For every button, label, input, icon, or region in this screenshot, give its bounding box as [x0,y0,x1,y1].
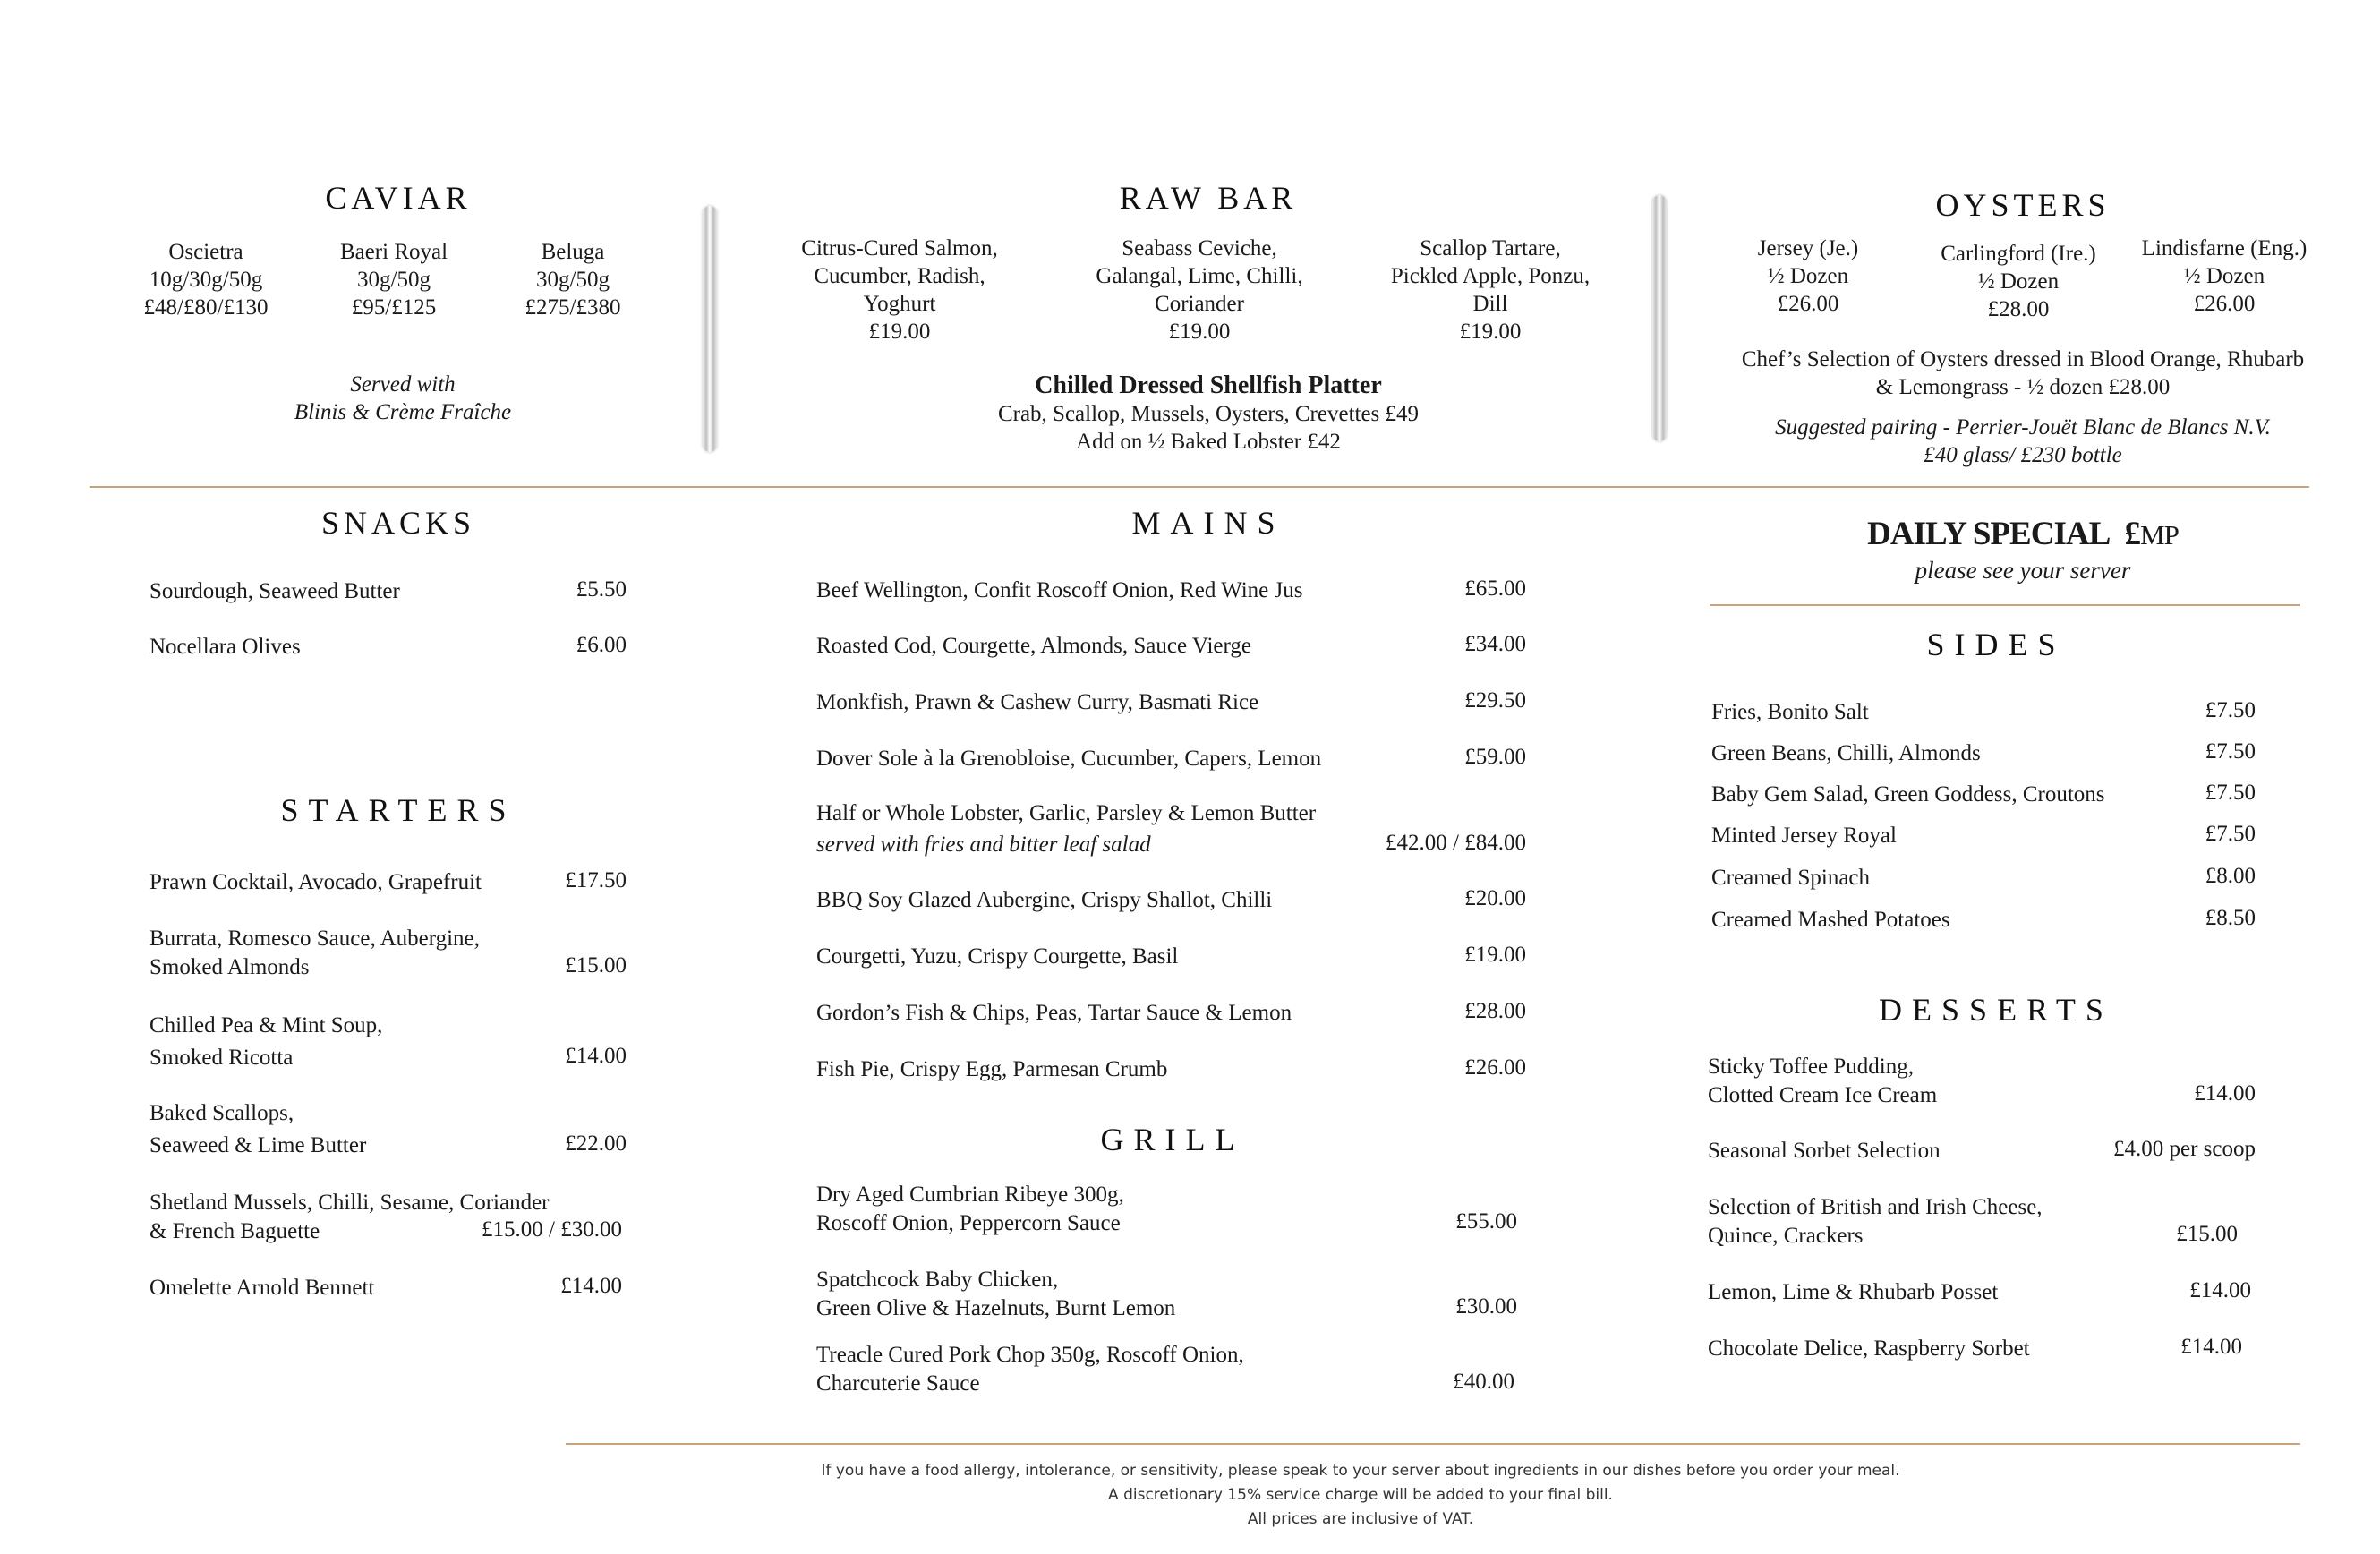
item-name: Minted Jersey Royal [1711,824,1897,848]
caviar-heading: CAVIAR [325,180,472,216]
raw-bar-line: Galangal, Lime, Chilli, [1096,264,1303,288]
item-name [1708,1278,1998,1307]
item-line: Selection of British and Irish Cheese, [1708,1195,2043,1219]
item-price: £29.50 [1464,688,1526,713]
mains-heading: MAINS [1131,505,1285,541]
item-name [816,1266,1175,1323]
caviar-size: 10g/30g/50g [149,268,263,292]
item-name: Creamed Spinach [1711,866,1871,890]
daily-special-divider [1710,604,2300,606]
raw-bar-line: Pickled Apple, Ponzu, [1390,264,1591,288]
item-name: Beef Wellington, Confit Roscoff Onion, Red Wine Jus [816,578,1303,602]
item-price: £55.00 [1455,1209,1517,1234]
oyster-price: £26.00 [2193,292,2256,316]
pairing-line: Suggested pairing - Perrier-Jouët Blanc de Blancs N.V. [1775,415,2271,440]
raw-bar-price: £19.00 [1459,320,1522,344]
item-price: £22.00 [565,1131,627,1156]
item-name [149,1010,382,1074]
item-line: Prawn Cocktail, Avocado, Grapefruit [149,870,482,894]
raw-bar-line: Scallop Tartare, [1420,236,1561,260]
item-line: Spatchcock Baby Chicken, [816,1268,1059,1292]
item-price: £14.00 [2189,1278,2251,1302]
sides-heading: SIDES [1926,627,2066,662]
raw-bar-line: Seabass Ceviche, [1122,236,1277,260]
item-name [149,925,480,982]
caviar-price: £48/£80/£130 [143,295,269,320]
item-name: Courgetti, Yuzu, Crispy Courgette, Basil [816,944,1179,969]
item-line: Lemon, Lime & Rhubarb Posset [1708,1280,1999,1304]
caviar-price: £95/£125 [351,295,437,320]
oyster-item [1915,240,2121,323]
shellfish-platter [895,371,1522,456]
item-price: £4.00 per scoop [2113,1137,2256,1161]
allergy-notice: If you have a food allergy, intolerance, or sensitivity, please speak to your server about ingredients in our dishes before you order your meal. [821,1462,1900,1480]
caviar-price: £275/£380 [525,295,621,320]
raw-bar-heading: RAW BAR [1119,180,1298,216]
item-line: Chocolate Delice, Raspberry Sorbet [1708,1336,2030,1361]
item-price: £30.00 [1455,1294,1517,1319]
raw-bar-line: Coriander [1155,292,1244,316]
item-name: Roasted Cod, Courgette, Almonds, Sauce Vierge [816,634,1251,658]
oyster-qty: ½ Dozen [1767,264,1849,288]
oyster-name: Jersey (Je.) [1757,236,1859,260]
item-name: Green Beans, Chilli, Almonds [1711,741,1981,765]
daily-special [1701,514,2345,585]
footer-divider [566,1443,2300,1445]
item-price: £20.00 [1464,886,1526,910]
item-price: £7.50 [2205,781,2256,805]
item-name [149,1097,366,1162]
item-name: Fish Pie, Crispy Egg, Parmesan Crumb [816,1057,1168,1081]
desserts-heading: DESSERTS [1879,992,2113,1028]
item-name: Creamed Mashed Potatoes [1711,908,1950,932]
item-name [1708,1137,1941,1166]
item-line: Chilled Pea & Mint Soup, [149,1013,383,1037]
item-name [1708,1053,1937,1110]
item-name [149,1274,374,1302]
caviar-name: Oscietra [168,240,243,264]
vat-notice: All prices are inclusive of VAT. [1247,1510,1474,1528]
item-price: £7.50 [2205,739,2256,764]
item-line: Roscoff Onion, Peppercorn Sauce [816,1211,1121,1235]
item-name [149,868,482,897]
item-name [816,798,1316,860]
oyster-item [1719,235,1898,318]
item-line: Shetland Mussels, Chilli, Sesame, Coriander [149,1191,550,1215]
oyster-qty: ½ Dozen [1977,269,2060,294]
caviar-served-note [224,371,582,426]
served-line: Blinis & Crème Fraîche [294,400,512,424]
item-name: Nocellara Olives [149,635,301,659]
raw-bar-line: Cucumber, Radish, [814,264,985,288]
item-line: Smoked Almonds [149,955,310,979]
oysters-heading: OYSTERS [1935,187,2111,223]
item-name [816,1181,1124,1238]
item-line: Clotted Cream Ice Cream [1708,1083,1938,1107]
item-line: served with fries and bitter leaf salad [816,832,1151,857]
raw-bar-item [1361,235,1620,346]
item-name [1708,1193,2043,1251]
raw-bar-line: Citrus-Cured Salmon, [801,236,998,260]
item-name: Baby Gem Salad, Green Goddess, Croutons [1711,782,2105,807]
pairing-line: £40 glass/ £230 bottle [1924,443,2122,467]
starters-heading: STARTERS [280,792,516,828]
item-price: £14.00 [565,1044,627,1068]
oyster-qty: ½ Dozen [2183,264,2265,288]
raw-bar-price: £19.00 [868,320,931,344]
item-price: £14.00 [2180,1335,2242,1359]
daily-special-title [1701,514,2345,556]
chef-line: & Lemongrass - ½ dozen £28.00 [1875,375,2171,399]
oyster-pairing [1683,414,2363,469]
item-name [1708,1335,2030,1363]
caviar-size: 30g/50g [357,268,431,292]
item-name: Gordon’s Fish & Chips, Peas, Tartar Sauce & Lemon [816,1001,1292,1025]
item-line: Sticky Toffee Pudding, [1708,1054,1914,1079]
item-price: £42.00 / £84.00 [1386,831,1526,855]
raw-bar-item [1070,235,1329,346]
served-line: Served with [350,372,456,397]
item-price: £17.50 [565,868,627,892]
item-price: £15.00 [565,953,627,978]
item-line: Burrata, Romesco Sauce, Aubergine, [149,926,480,951]
item-name [816,1341,1244,1398]
grill-heading: GRILL [1100,1122,1245,1157]
caviar-size: 30g/50g [536,268,610,292]
caviar-item [107,238,304,321]
item-line: Quince, Crackers [1708,1224,1864,1248]
divider-pillar [1652,195,1667,441]
item-line: Half or Whole Lobster, Garlic, Parsley & Lemon Butter [816,801,1317,825]
item-name: Dover Sole à la Grenobloise, Cucumber, Capers, Lemon [816,747,1322,771]
item-line: & French Baguette [149,1219,320,1243]
item-price: £7.50 [2205,698,2256,722]
item-line: Seasonal Sorbet Selection [1708,1139,1941,1163]
item-line: Baked Scallops, [149,1101,294,1125]
item-price: £28.00 [1464,999,1526,1023]
caviar-item [483,238,662,321]
item-line: Treacle Cured Pork Chop 350g, Roscoff Onion, [816,1343,1244,1367]
item-price: £8.50 [2205,906,2256,930]
daily-special-mp: MP [2140,519,2179,551]
oyster-item [2117,235,2332,318]
item-name: Fries, Bonito Salt [1711,700,1869,724]
oyster-name: Lindisfarne (Eng.) [2141,236,2307,260]
chef-line: Chef’s Selection of Oysters dressed in Blood Orange, Rhubarb [1741,347,2305,371]
oyster-price: £26.00 [1777,292,1839,316]
item-price: £40.00 [1453,1370,1514,1394]
raw-bar-item [770,235,1029,346]
item-price: £6.00 [576,633,627,657]
service-charge-notice: A discretionary 15% service charge will be added to your final bill. [1108,1486,1613,1504]
item-name: Sourdough, Seaweed Butter [149,579,400,603]
section-divider [90,486,2309,488]
snacks-heading: SNACKS [320,505,476,541]
item-price: £65.00 [1464,576,1526,601]
platter-addon: Add on ½ Baked Lobster £42 [1076,430,1341,454]
item-price: £14.00 [560,1274,622,1298]
item-line: Green Olive & Hazelnuts, Burnt Lemon [816,1296,1176,1320]
raw-bar-line: Dill [1472,292,1508,316]
item-name: Monkfish, Prawn & Cashew Curry, Basmati Rice [816,690,1259,714]
oyster-name: Carlingford (Ire.) [1941,242,2096,266]
caviar-name: Beluga [541,240,605,264]
daily-special-note: please see your server [1915,557,2131,584]
item-price: £15.00 / £30.00 [482,1217,622,1242]
daily-special-label: DAILY SPECIAL [1867,516,2111,552]
item-line: Smoked Ricotta [149,1046,294,1070]
platter-description: Crab, Scallop, Mussels, Oysters, Crevettes £49 [997,402,1420,426]
item-name: BBQ Soy Glazed Aubergine, Crispy Shallot, Chilli [816,888,1273,912]
chef-oyster-selection [1683,346,2363,401]
item-price: £19.00 [1464,943,1526,967]
daily-special-currency: £ [2124,516,2141,552]
item-price: £14.00 [2194,1081,2256,1106]
footer-notice [573,1459,2148,1532]
oyster-price: £28.00 [1987,297,2050,321]
item-line: Seaweed & Lime Butter [149,1133,367,1157]
item-line: Dry Aged Cumbrian Ribeye 300g, [816,1183,1124,1207]
item-price: £15.00 [2176,1222,2238,1246]
item-line: Charcuterie Sauce [816,1371,980,1396]
caviar-item [304,238,483,321]
raw-bar-price: £19.00 [1168,320,1231,344]
caviar-name: Baeri Royal [339,240,448,264]
item-price: £26.00 [1464,1055,1526,1080]
item-price: £5.50 [576,577,627,602]
item-price: £34.00 [1464,632,1526,656]
raw-bar-line: Yoghurt [863,292,936,316]
platter-title: Chilled Dressed Shellfish Platter [1035,371,1382,399]
divider-pillar [703,206,717,452]
item-line: Omelette Arnold Bennett [149,1276,375,1300]
item-price: £7.50 [2205,822,2256,846]
item-price: £8.00 [2205,864,2256,888]
item-price: £59.00 [1464,745,1526,769]
